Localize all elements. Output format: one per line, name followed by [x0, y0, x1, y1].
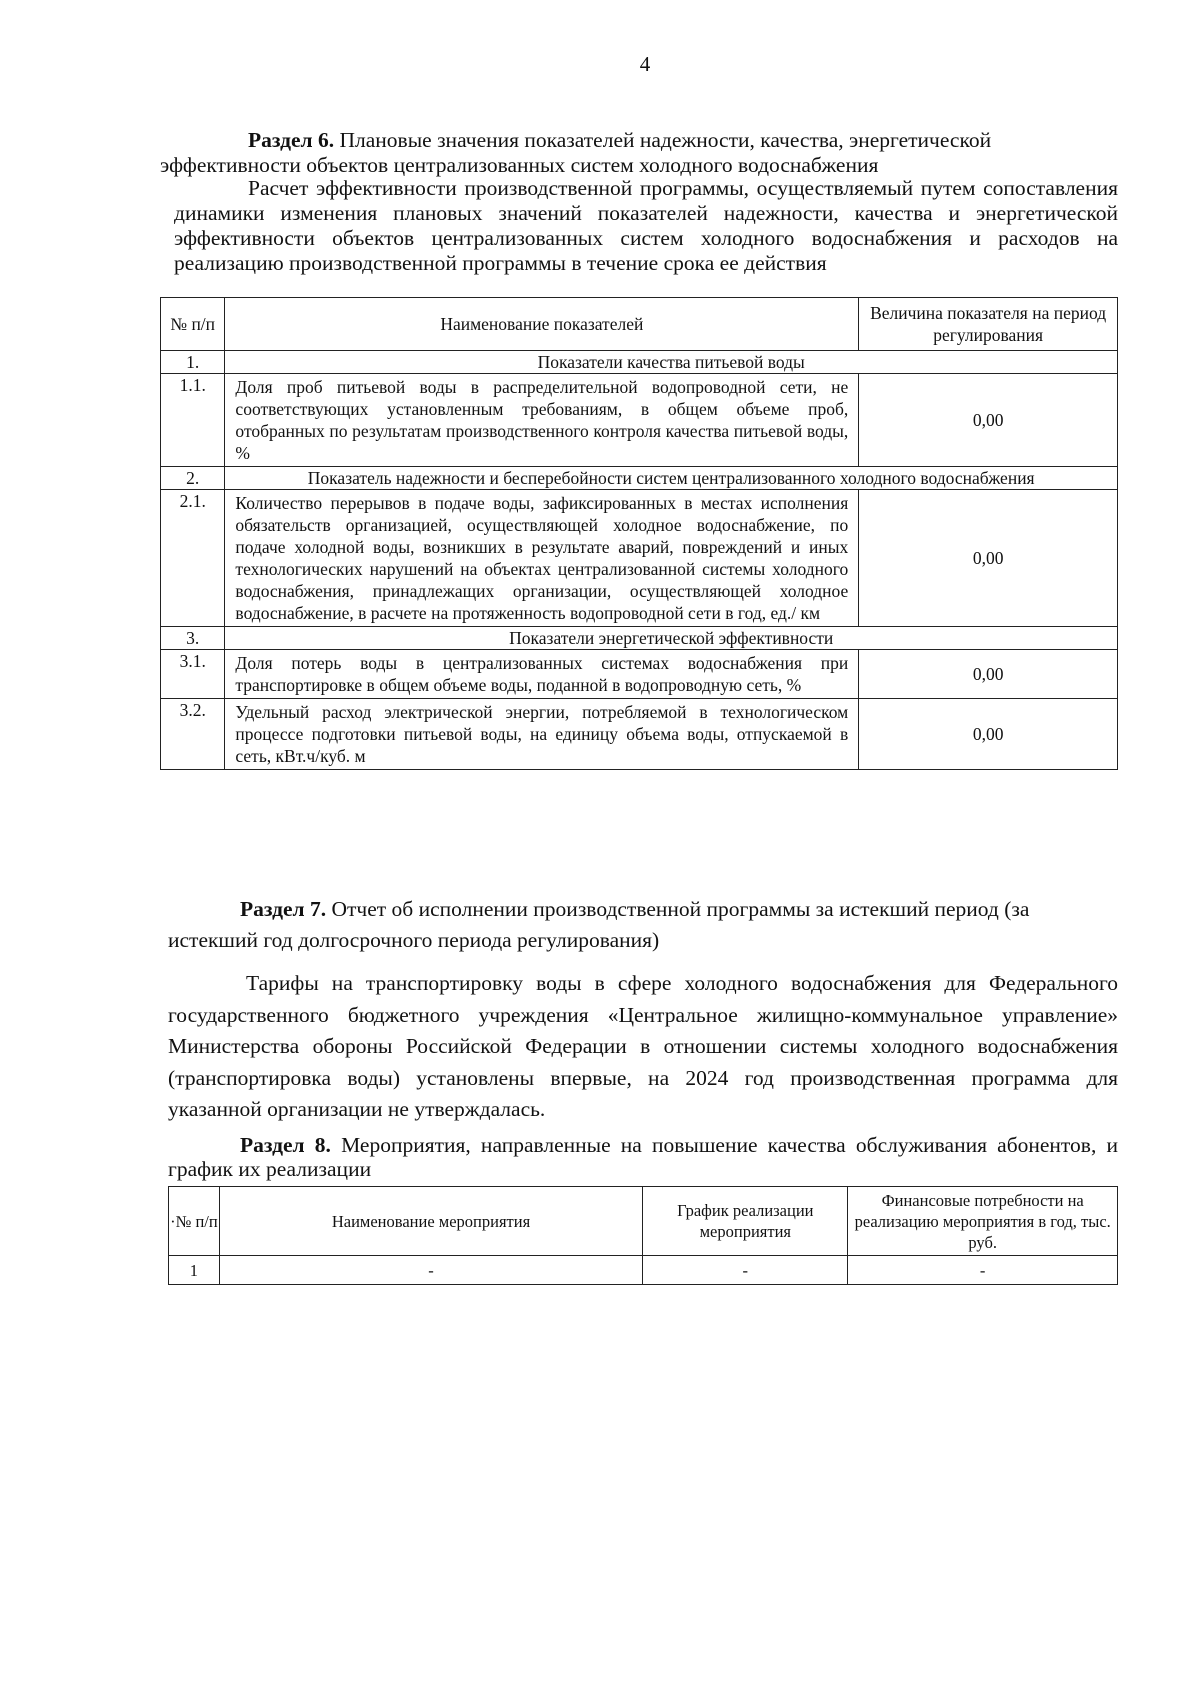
table-row	[169, 1256, 1118, 1285]
row-num: 2.1.	[161, 490, 225, 627]
group-num: 2.	[161, 467, 225, 490]
section7-body	[168, 968, 1118, 1126]
table-row	[161, 699, 1118, 770]
indicators-table	[160, 297, 1118, 770]
row-value: 0,00	[859, 374, 1118, 467]
row-name: Доля проб питьевой воды в распределительной водопроводной сети, не соответствующих установленным требованиям, в общем объеме проб, отобранных по результатам производственного контроля качества питьевой воды, %	[225, 374, 859, 467]
row-name: Удельный расход электрической энергии, потребляемой в технологическом процессе подготовки питьевой воды, на единицу объема воды, отпускаемой в сеть, кВт.ч/куб. м	[225, 699, 859, 770]
section6-heading	[160, 128, 1118, 178]
header-num: № п/п	[161, 298, 225, 351]
group-title: Показатель надежности и бесперебойности систем централизованного холодного водоснабжения	[225, 467, 1118, 490]
row-name: Количество перерывов в подаче воды, зафиксированных в местах исполнения обязательств организацией, осуществляющей холодное водоснабжение, по подаче холодной воды, возникших в результате аварий, повреждений и иных технологических нарушений на объектах централизованной системы холодного водоснабжения, принадлежащих организации, осуществляющей холодное водоснабжение, в расчете на протяженность водопроводной сети в год, ед./ км	[225, 490, 859, 627]
table-group-row	[161, 467, 1118, 490]
group-num: 3.	[161, 627, 225, 650]
section6-title: Плановые значения показателей надежности, качества, энергетической эффективности объектов централизованных систем холодного водоснабжения	[160, 128, 992, 177]
measures-table	[168, 1186, 1118, 1285]
section6-intro-text: Расчет эффективности производственной программы, осуществляемый путем сопоставления динамики изменения плановых значений показателей надежности, качества и энергетической эффективности объектов централизованных систем холодного водоснабжения и расходов на реализацию производственной программы в течение срока ее действия	[174, 176, 1118, 275]
header-name: Наименование мероприятия	[219, 1187, 642, 1256]
row-num: 1	[169, 1256, 220, 1285]
section7-body-text: Тарифы на транспортировку воды в сфере холодного водоснабжения для Федерального государственного бюджетного учреждения «Центральное жилищно-коммунальное управление» Министерства обороны Российской Федерации в отношении системы холодного водоснабжения (транспортировка воды) установлены впервые, на 2024 год производственная программа для указанной организации не утверждалась.	[168, 971, 1118, 1121]
section8-label: Раздел 8.	[240, 1133, 331, 1157]
row-schedule: -	[643, 1256, 848, 1285]
row-value: 0,00	[859, 699, 1118, 770]
row-value: 0,00	[859, 490, 1118, 627]
row-name: Доля потерь воды в централизованных системах водоснабжения при транспортировке в общем объеме воды, поданной в водопроводную сеть, %	[225, 650, 859, 699]
table-row	[161, 490, 1118, 627]
page-number: 4	[639, 52, 651, 76]
table-row	[161, 650, 1118, 699]
group-title: Показатели качества питьевой воды	[225, 351, 1118, 374]
row-finance: -	[848, 1256, 1118, 1285]
table-group-row	[161, 351, 1118, 374]
header-schedule: График реализации мероприятия	[643, 1187, 848, 1256]
row-num: 3.2.	[161, 699, 225, 770]
measures-table-header	[169, 1187, 1118, 1256]
table-group-row	[161, 627, 1118, 650]
header-num: ·№ п/п	[169, 1187, 220, 1256]
group-title: Показатели энергетической эффективности	[225, 627, 1118, 650]
section8-title: Мероприятия, направленные на повышение качества обслуживания абонентов, и график их реализации	[168, 1133, 1118, 1181]
section6-label: Раздел 6.	[248, 128, 335, 152]
row-value: 0,00	[859, 650, 1118, 699]
section7-label: Раздел 7.	[240, 897, 327, 921]
row-name: -	[219, 1256, 642, 1285]
section7-title: Отчет об исполнении производственной программы за истекший период (за истекший год долгосрочного периода регулирования)	[168, 897, 1030, 952]
group-num: 1.	[161, 351, 225, 374]
section8-heading	[168, 1133, 1118, 1181]
section7-heading	[168, 894, 1118, 956]
row-num: 3.1.	[161, 650, 225, 699]
table-row	[161, 374, 1118, 467]
header-value: Величина показателя на период регулирования	[859, 298, 1118, 351]
row-num: 1.1.	[161, 374, 225, 467]
header-finance: Финансовые потребности на реализацию мероприятия в год, тыс. руб.	[848, 1187, 1118, 1256]
section6-intro	[174, 176, 1118, 276]
indicators-table-header	[161, 298, 1118, 351]
header-name: Наименование показателей	[225, 298, 859, 351]
